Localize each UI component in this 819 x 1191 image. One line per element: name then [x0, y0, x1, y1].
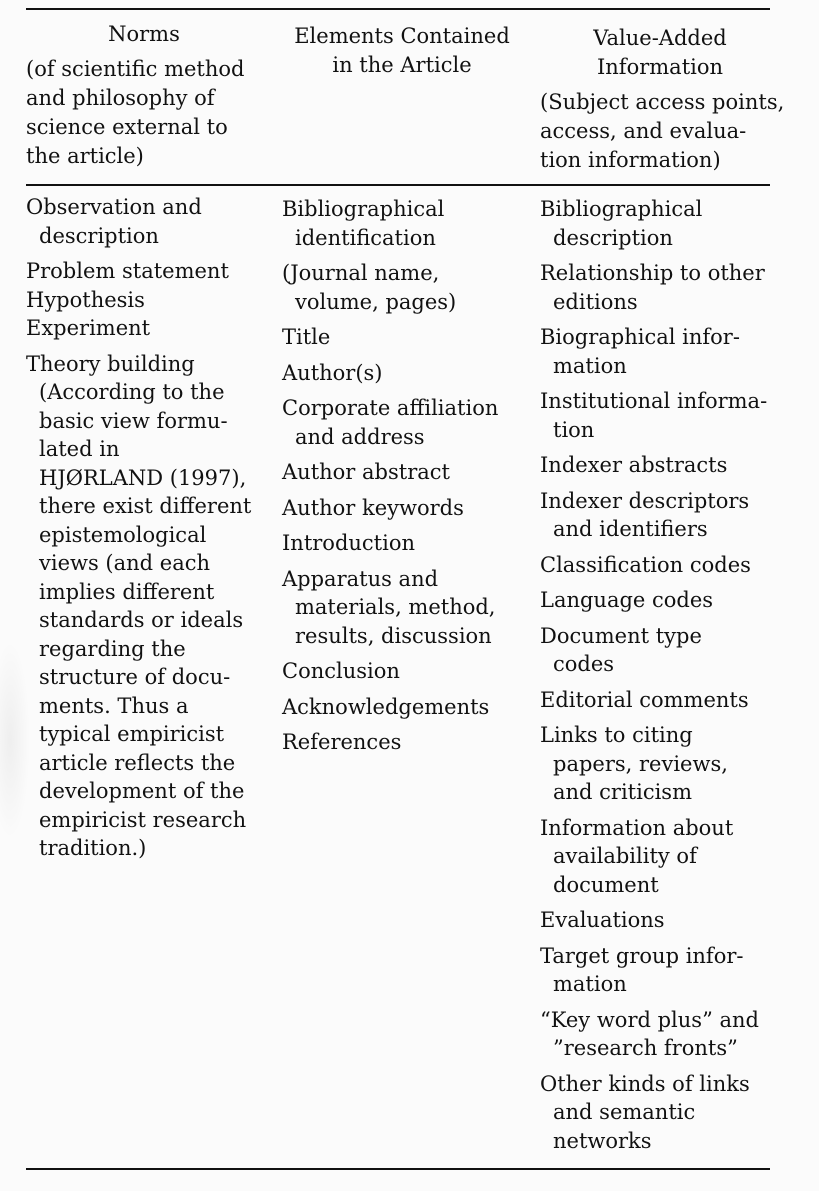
value-added-entry-line: papers, reviews, — [553, 751, 728, 776]
value-added-entry-line: Indexer descriptors — [540, 488, 750, 513]
value-added-entry — [540, 942, 790, 999]
value-added-entry — [540, 195, 790, 252]
elements-entry-line: (Journal name, — [282, 261, 440, 285]
value-added-entry-line: mation — [553, 972, 627, 996]
elements-entry — [282, 657, 532, 686]
header-value-added-title: Information — [596, 55, 724, 79]
header-norms-line: science external to — [26, 115, 228, 139]
elements-entry — [282, 323, 532, 352]
norms-entry — [26, 286, 276, 315]
value-added-entry — [540, 622, 790, 679]
elements-entry — [282, 529, 532, 558]
value-added-entry — [540, 451, 790, 480]
norms-entry-line: Theory building — [26, 351, 195, 376]
norms-entry-line: basic view formu- — [39, 408, 228, 433]
value-added-entry-line: availability of — [553, 844, 697, 868]
value-added-entry-line: description — [553, 225, 673, 250]
value-added-entry-line: Evaluations — [540, 908, 665, 932]
value-added-entry-line: and identifiers — [553, 517, 708, 541]
value-added-entry — [540, 721, 790, 807]
header-value-added-line: tion information) — [540, 148, 721, 172]
elements-entry-line: Corporate affiliation — [282, 396, 499, 420]
norms-entry-line: development of the — [39, 779, 245, 803]
header-elements — [282, 22, 522, 80]
elements-entry — [282, 259, 532, 316]
value-added-entry-line: Biographical infor- — [540, 325, 740, 349]
value-added-entry-line: and criticism — [553, 780, 693, 804]
elements-entry — [282, 458, 532, 487]
value-added-entry — [540, 1006, 790, 1063]
value-added-entry — [540, 387, 790, 444]
elements-entry-line: Author abstract — [282, 460, 450, 484]
elements-entry — [282, 195, 532, 252]
top-rule — [26, 8, 770, 10]
elements-entry — [282, 728, 532, 757]
elements-entry-line: References — [282, 730, 402, 754]
value-added-entry — [540, 1070, 790, 1156]
elements-entry-line: Title — [282, 325, 331, 349]
value-added-entry-line: codes — [553, 652, 615, 676]
norms-entry-line: Experiment — [26, 316, 151, 340]
norms-entry-line: views (and each — [39, 551, 211, 575]
elements-entry-line: Author keywords — [282, 495, 464, 520]
value-added-entry-line: networks — [553, 1128, 652, 1153]
value-added-entry-line: Document type — [540, 623, 702, 648]
elements-entry-line: Conclusion — [282, 659, 400, 683]
header-value-added — [540, 24, 785, 175]
value-added-entry-line: Classification codes — [540, 552, 751, 577]
norms-entry-line: article reflects the — [39, 750, 236, 775]
elements-entry — [282, 494, 532, 523]
header-norms-line: (of scientific method — [26, 57, 245, 81]
norms-column — [26, 193, 276, 870]
norms-entry-line: there exist different — [39, 494, 252, 518]
header-norms-line: and philosophy of — [26, 86, 215, 110]
value-added-entry-line: Target group infor- — [540, 943, 744, 968]
norms-entry-line: implies different — [39, 579, 215, 604]
norms-entry-line: structure of docu- — [39, 665, 231, 689]
value-added-entry — [540, 259, 790, 316]
value-added-entry — [540, 487, 790, 544]
elements-column — [282, 195, 532, 764]
norms-entry-line: epistemological — [39, 522, 207, 547]
elements-entry-line: Bibliographical — [282, 197, 445, 221]
norms-entry-line: Observation and — [26, 195, 202, 219]
header-value-added-sub — [540, 88, 785, 175]
value-added-entry-line: “Key word plus” and — [540, 1007, 759, 1032]
header-norms — [26, 20, 266, 171]
elements-entry-line: Introduction — [282, 531, 415, 555]
norms-entry — [26, 350, 276, 863]
header-value-added-line: (Subject access points, — [540, 90, 785, 114]
norms-entry-line: Problem statement — [26, 259, 229, 283]
norms-entry-line: Hypothesis — [26, 287, 145, 312]
value-added-entry-line: Relationship to other — [540, 261, 765, 285]
norms-entry-line: HJØRLAND (1997), — [39, 465, 247, 490]
norms-entry-line: tradition.) — [39, 836, 147, 860]
elements-entry-line: and address — [295, 424, 425, 449]
norms-entry — [26, 257, 276, 286]
elements-entry-line: volume, pages) — [295, 289, 457, 314]
header-elements-line: Elements Contained — [294, 24, 510, 48]
value-added-entry-line: ”research fronts” — [553, 1036, 738, 1060]
value-added-entry-line: editions — [553, 289, 638, 314]
value-added-entry-line: and semantic — [553, 1100, 696, 1124]
elements-entry — [282, 693, 532, 722]
header-norms-line: the article) — [26, 144, 144, 168]
value-added-entry-line: Links to citing — [540, 723, 693, 747]
elements-entry-line: Author(s) — [282, 360, 383, 385]
norms-entry-line: standards or ideals — [39, 608, 244, 632]
bottom-rule — [26, 1168, 770, 1170]
value-added-entry — [540, 906, 790, 935]
header-value-added-title: Value-Added — [593, 26, 727, 50]
value-added-entry — [540, 814, 790, 900]
elements-entry-line: Acknowledgements — [282, 694, 490, 719]
value-added-column — [540, 195, 790, 1162]
header-elements-line: in the Article — [332, 53, 472, 77]
value-added-entry-line: mation — [553, 353, 627, 378]
value-added-entry — [540, 586, 790, 615]
elements-entry-line: Apparatus and — [282, 566, 439, 591]
norms-entry — [26, 314, 276, 343]
norms-entry-line: lated in — [39, 437, 120, 461]
value-added-entry-line: Indexer abstracts — [540, 453, 728, 477]
value-added-entry — [540, 551, 790, 580]
header-value-added-line: access, and evalua- — [540, 119, 747, 143]
header-norms-title: Norms — [108, 22, 180, 46]
norms-entry-line: regarding the — [39, 636, 186, 661]
value-added-entry-line: Institutional informa- — [540, 389, 768, 413]
norms-entry-line: ments. Thus a — [39, 693, 189, 718]
value-added-entry — [540, 323, 790, 380]
elements-entry-line: materials, method, — [295, 595, 496, 619]
norms-entry-line: empiricist research — [39, 807, 247, 832]
elements-entry — [282, 394, 532, 451]
norms-entry-line: description — [39, 223, 159, 248]
elements-entry-line: results, discussion — [295, 623, 492, 648]
value-added-entry-line: Language codes — [540, 588, 714, 612]
value-added-entry-line: Other kinds of links — [540, 1071, 750, 1096]
norms-entry-line: typical empiricist — [39, 722, 225, 746]
value-added-entry-line: document — [553, 872, 659, 897]
value-added-entry-line: tion — [553, 417, 595, 442]
header-rule — [26, 184, 770, 186]
elements-entry — [282, 565, 532, 651]
elements-entry — [282, 359, 532, 388]
norms-entry-line: (According to the — [39, 380, 225, 404]
value-added-entry-line: Bibliographical — [540, 197, 703, 221]
value-added-entry — [540, 686, 790, 715]
norms-entry — [26, 193, 276, 250]
value-added-entry-line: Information about — [540, 815, 734, 840]
value-added-entry-line: Editorial comments — [540, 687, 749, 712]
elements-entry-line: identification — [295, 225, 436, 250]
